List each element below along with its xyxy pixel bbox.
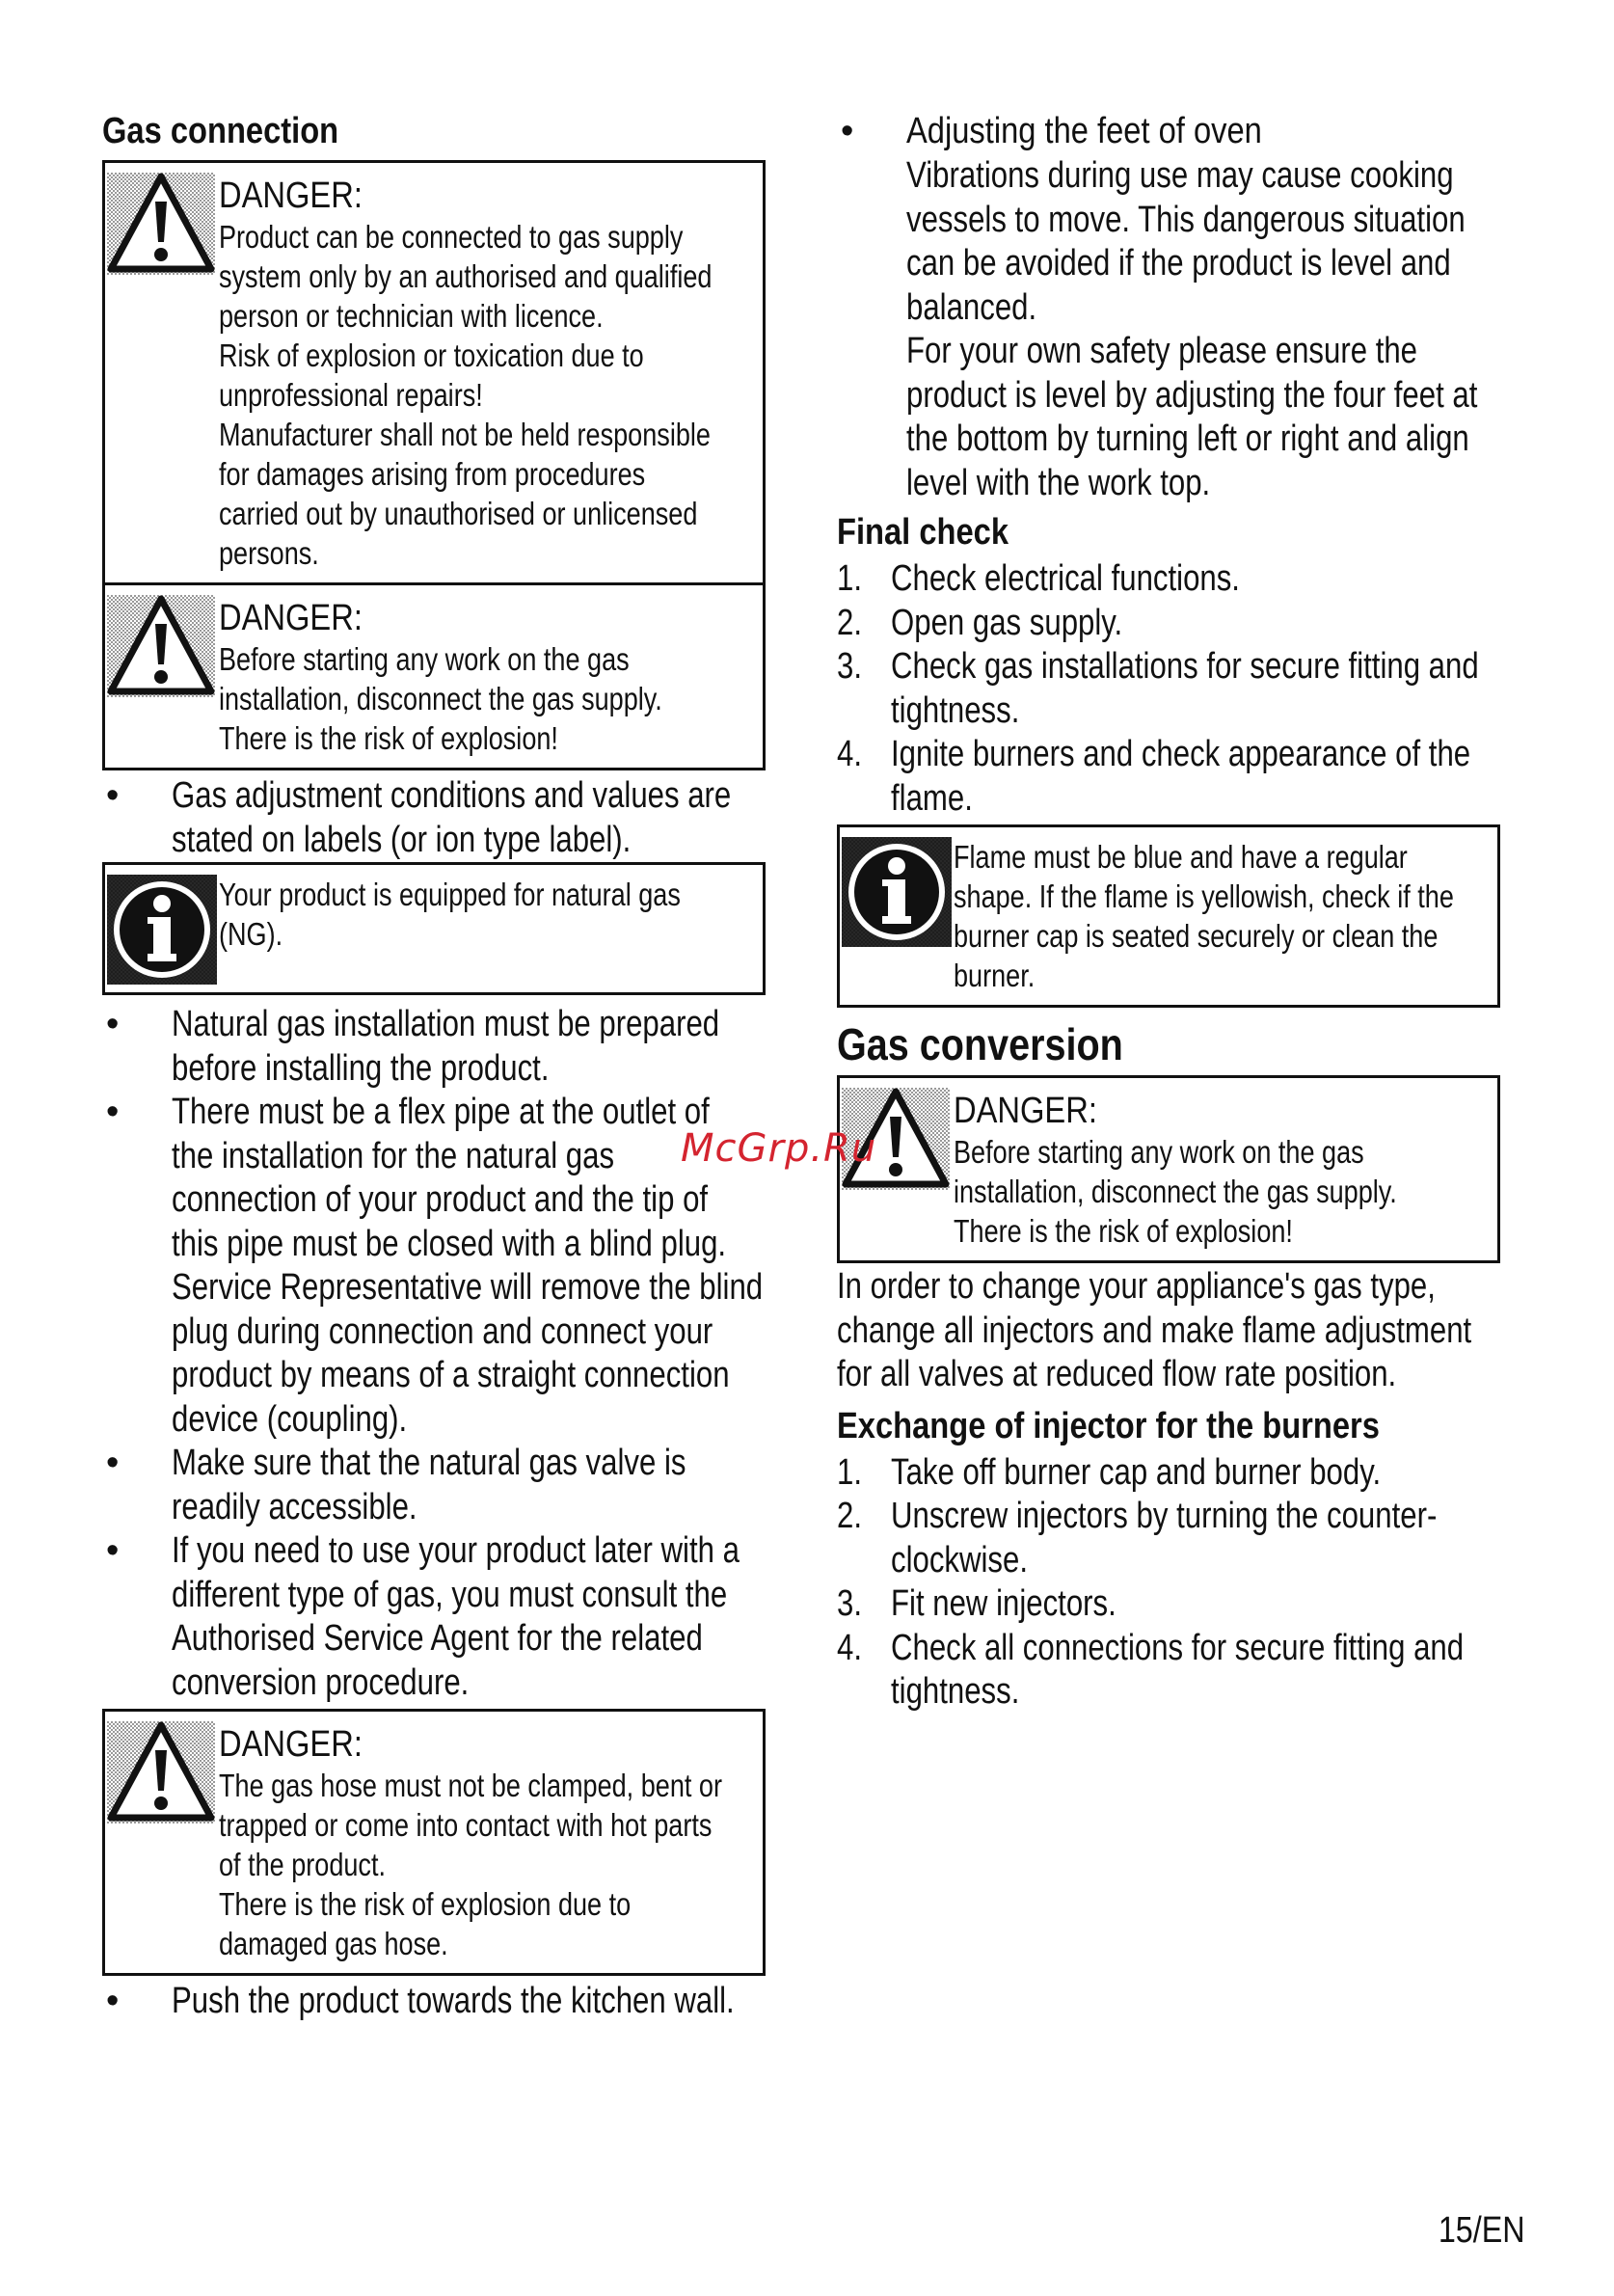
- text-line: product by means of a straight connection: [172, 1355, 730, 1395]
- list-item: [837, 1627, 1512, 1715]
- danger-text: [219, 639, 751, 758]
- list-item: [102, 1442, 777, 1529]
- item-number: 2.: [837, 1496, 862, 1536]
- bullet-icon: •: [106, 775, 120, 816]
- text-line: Vibrations during use may cause cooking: [906, 155, 1454, 196]
- info-text: [219, 875, 751, 954]
- danger-box-disconnect: [102, 585, 766, 770]
- text-line: change all injectors and make flame adjustment: [837, 1310, 1472, 1351]
- item-number: 4.: [837, 1627, 862, 1668]
- text-line: plug during connection and connect your: [172, 1310, 713, 1352]
- text-line: Risk of explosion or toxication due to: [219, 338, 644, 373]
- text-line: There is the risk of explosion!: [219, 720, 558, 756]
- text-line: unprofessional repairs!: [219, 377, 483, 413]
- text-line: tightness.: [891, 689, 1020, 731]
- text-line: balanced.: [906, 286, 1037, 328]
- text-line: For your own safety please ensure the: [906, 331, 1418, 371]
- injector-list: [837, 1451, 1512, 1715]
- info-icon: [107, 875, 217, 985]
- text-line: Fit new injectors.: [891, 1583, 1116, 1624]
- text-line: vessels to move. This dangerous situation: [906, 199, 1466, 240]
- text-line: The gas hose must not be clamped, bent or: [219, 1768, 722, 1803]
- text-line: before installing the product.: [172, 1047, 550, 1089]
- danger-title: DANGER:: [219, 1724, 363, 1765]
- text-line: of the product.: [219, 1847, 387, 1882]
- danger-text: [219, 217, 751, 573]
- text-line: the installation for the natural gas: [172, 1135, 615, 1176]
- item-number: 2.: [837, 602, 862, 643]
- danger-box-licence: [102, 160, 766, 585]
- danger-text: [219, 1766, 751, 1963]
- text-line: carried out by unauthorised or unlicensed: [219, 496, 698, 531]
- conversion-paragraph: [837, 1265, 1512, 1397]
- bullet-list: [837, 108, 1512, 505]
- bullet-icon: •: [106, 1981, 120, 2021]
- danger-title: DANGER:: [219, 176, 363, 216]
- text-line: Unscrew injectors by turning the counter-: [891, 1496, 1438, 1536]
- text-line: Authorised Service Agent for the related: [172, 1618, 703, 1659]
- text-line: installation, disconnect the gas supply.: [219, 681, 662, 716]
- list-item: [102, 1529, 777, 1705]
- warning-icon: [107, 173, 215, 275]
- text-line: conversion procedure.: [172, 1661, 470, 1703]
- info-text: [954, 837, 1486, 995]
- item-number: 3.: [837, 646, 862, 687]
- text-line: this pipe must be closed with a blind plug.: [172, 1223, 727, 1264]
- text-line: Before starting any work on the gas: [219, 641, 630, 677]
- item-number: 4.: [837, 734, 862, 774]
- list-item: [837, 733, 1512, 821]
- gas-conversion-heading: Gas conversion: [837, 1019, 1123, 1069]
- text-line: Manufacturer shall not be held responsible: [219, 417, 711, 452]
- text-line: Open gas supply.: [891, 602, 1123, 643]
- danger-text: [954, 1132, 1486, 1251]
- text-line: persons.: [219, 535, 319, 571]
- text-line: different type of gas, you must consult the: [172, 1574, 728, 1615]
- list-item: [102, 1091, 777, 1442]
- info-icon: [842, 837, 952, 947]
- text-line: stated on labels (or ion type label).: [172, 819, 632, 860]
- text-line: can be avoided if the product is level and: [906, 243, 1451, 284]
- list-item: [837, 602, 1512, 646]
- text-line: clockwise.: [891, 1539, 1028, 1580]
- list-item: [102, 774, 777, 862]
- text-line: readily accessible.: [172, 1486, 417, 1527]
- text-line: Make sure that the natural gas valve is: [172, 1443, 686, 1483]
- left-column: [102, 108, 777, 2024]
- injector-heading: Exchange of injector for the burners: [837, 1405, 1380, 1446]
- text-line: burner.: [954, 958, 1036, 993]
- bullet-icon: •: [106, 1443, 120, 1483]
- list-item: [837, 108, 1512, 505]
- watermark: McGrp.Ru: [681, 1126, 877, 1171]
- list-item: [102, 1003, 777, 1091]
- text-line: device (coupling).: [172, 1398, 408, 1440]
- text-line: Take off burner cap and burner body.: [891, 1451, 1382, 1493]
- text-line: Push the product towards the kitchen wall.: [172, 1981, 735, 2021]
- item-number: 1.: [837, 558, 862, 599]
- text-line: Your product is equipped for natural gas: [219, 877, 681, 912]
- warning-icon: [107, 1721, 215, 1823]
- text-line: Check electrical functions.: [891, 558, 1240, 599]
- bullet-icon: •: [106, 1092, 120, 1132]
- bullet-icon: •: [106, 1530, 120, 1571]
- warning-icon: [107, 595, 215, 697]
- gas-connection-heading: Gas connection: [102, 111, 339, 151]
- info-box-flame: [837, 824, 1500, 1008]
- text-line: Flame must be blue and have a regular: [954, 839, 1408, 875]
- text-line: product is level by adjusting the four feet at: [906, 374, 1478, 416]
- list-item: [837, 557, 1512, 602]
- text-line: shape. If the flame is yellowish, check if the: [954, 878, 1454, 914]
- text-line: for damages arising from procedures: [219, 456, 646, 492]
- feet-adjust-title: Adjusting the feet of oven: [906, 111, 1262, 151]
- text-line: In order to change your appliance's gas type,: [837, 1266, 1436, 1307]
- text-line: trapped or come into contact with hot parts: [219, 1807, 713, 1843]
- text-line: person or technician with licence.: [219, 298, 604, 334]
- bullet-list: [102, 1980, 777, 2024]
- item-number: 3.: [837, 1583, 862, 1624]
- text-line: There is the risk of explosion!: [954, 1213, 1293, 1249]
- item-number: 1.: [837, 1451, 862, 1493]
- list-item: [102, 1980, 777, 2024]
- final-check-heading: Final check: [837, 512, 1009, 553]
- list-item: [837, 1451, 1512, 1496]
- text-line: tightness.: [891, 1671, 1020, 1712]
- info-box-natural-gas: [102, 862, 766, 995]
- bullet-icon: •: [841, 111, 854, 151]
- text-line: damaged gas hose.: [219, 1926, 448, 1961]
- danger-title: DANGER:: [954, 1091, 1097, 1131]
- danger-box-conversion: [837, 1075, 1500, 1263]
- text-line: Service Representative will remove the blind: [172, 1267, 764, 1308]
- text-line: connection of your product and the tip of: [172, 1179, 709, 1220]
- text-line: installation, disconnect the gas supply.: [954, 1174, 1397, 1209]
- text-line: (NG).: [219, 916, 283, 952]
- text-line: If you need to use your product later with a: [172, 1530, 740, 1571]
- text-line: Natural gas installation must be prepared: [172, 1004, 720, 1044]
- danger-box-gas-hose: [102, 1709, 766, 1976]
- text-line: flame.: [891, 777, 973, 819]
- text-line: There must be a flex pipe at the outlet of: [172, 1092, 710, 1132]
- text-line: Product can be connected to gas supply: [219, 219, 684, 255]
- text-line: for all valves at reduced flow rate position.: [837, 1354, 1397, 1394]
- list-item: [837, 645, 1512, 733]
- text-line: Check gas installations for secure fitting and: [891, 646, 1479, 687]
- text-line: Check all connections for secure fitting and: [891, 1627, 1465, 1668]
- text-line: Gas adjustment conditions and values are: [172, 775, 732, 816]
- text-line: There is the risk of explosion due to: [219, 1886, 632, 1922]
- text-line: Ignite burners and check appearance of the: [891, 734, 1471, 774]
- list-item: [837, 1495, 1512, 1582]
- list-item: [837, 1582, 1512, 1627]
- bullet-list: [102, 774, 777, 862]
- bullet-list: [102, 1003, 777, 1705]
- text-line: Before starting any work on the gas: [954, 1134, 1364, 1170]
- text-line: level with the work top.: [906, 462, 1211, 503]
- final-check-list: [837, 557, 1512, 821]
- text-line: the bottom by turning left or right and align: [906, 419, 1469, 459]
- bullet-icon: •: [106, 1004, 120, 1044]
- page-number: 15/EN: [1439, 2210, 1525, 2251]
- text-line: burner cap is seated securely or clean the: [954, 918, 1439, 954]
- text-line: system only by an authorised and qualified: [219, 258, 713, 294]
- right-column: [837, 108, 1512, 1715]
- danger-title: DANGER:: [219, 598, 363, 638]
